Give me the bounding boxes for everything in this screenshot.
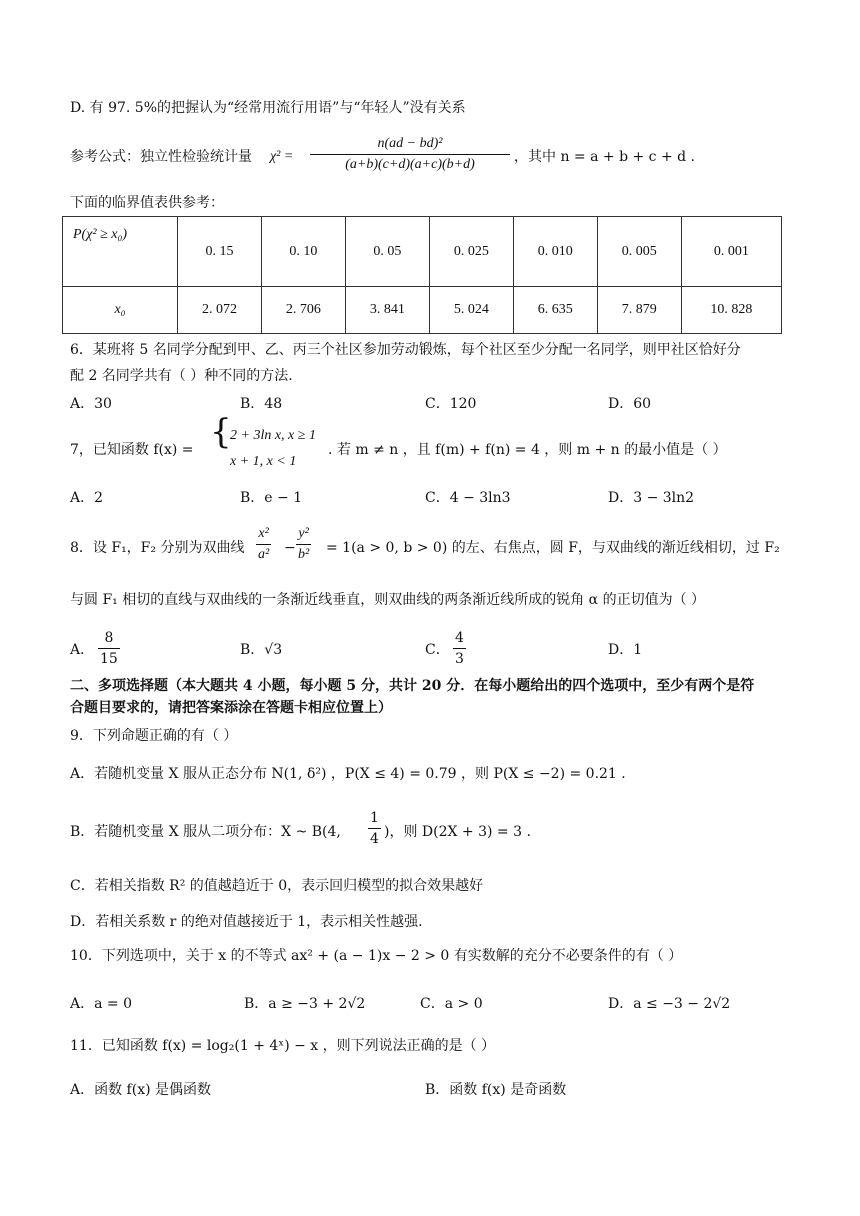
table-header-probability: P(χ² ≥ x₀) (63, 217, 178, 287)
question-7-suffix: . 若 m ≠ n ，且 f(m) + f(n) = 4 ，则 m + n 的最小值是（ ） (328, 442, 727, 458)
option-c-numerator: 4 (453, 628, 466, 649)
table-cell: 6. 635 (513, 287, 597, 334)
formula-prefix: 参考公式：独立性检验统计量 (70, 149, 252, 165)
question-10-stem: 10．下列选项中，关于 x 的不等式 ax² + (a − 1)x − 2 > 0 有实数解的充分不必要条件的有（ ） (70, 948, 683, 964)
table-cell: 2. 072 (178, 287, 262, 334)
question-7-option-a: A．2 (70, 490, 104, 506)
formula-fraction (310, 134, 510, 175)
hyperbola-x-term (256, 524, 271, 565)
table-intro: 下面的临界值表供参考： (70, 195, 224, 211)
table-cell: 0. 001 (681, 217, 781, 287)
question-9-option-c: C．若相关指数 R² 的值越趋近于 0，表示回归模型的拟合效果越好 (70, 878, 484, 894)
question-6-option-b: B．48 (240, 396, 283, 412)
question-7-option-d: D．3 − 3ln2 (608, 490, 695, 506)
option-c-label: C． (425, 642, 450, 658)
question-11-option-b: B．函数 f(x) 是奇函数 (425, 1082, 567, 1098)
formula-chi: χ² = (270, 149, 294, 164)
question-7-option-b: B．e − 1 (240, 490, 303, 506)
formula-denominator: (a+b)(c+d)(a+c)(b+d) (345, 157, 475, 172)
table-row-critical-values (63, 287, 782, 334)
option-b-fraction (368, 808, 381, 849)
question-6-option-a: A．30 (70, 396, 112, 412)
question-10-option-b: B．a ≥ −3 + 2√2 (244, 996, 366, 1012)
option-c-denominator: 3 (455, 651, 464, 667)
option-b-denominator: 4 (370, 831, 379, 847)
b-squared: b² (298, 547, 310, 562)
table-cell: 5. 024 (429, 287, 513, 334)
option-b-numerator: 1 (368, 808, 381, 829)
table-cell: 0. 10 (261, 217, 345, 287)
piecewise-brace: { (210, 412, 232, 452)
question-11-stem: 11．已知函数 f(x) = log₂(1 + 4ˣ) − x ，则下列说法正确的是（ ） (70, 1038, 496, 1054)
question-10-option-c: C．a > 0 (420, 996, 483, 1012)
section-2-heading-line-2: 合题目要求的，请把答案添涂在答题卡相应位置上） (70, 700, 392, 716)
table-cell: 0. 025 (429, 217, 513, 287)
option-b-prefix: B．若随机变量 X 服从二项分布：X ~ B(4, (70, 824, 341, 840)
section-2-heading-line-1: 二、多项选择题（本大题共 4 小题，每小题 5 分，共计 20 分．在每小题给出的四个选项中，至少有两个是符 (70, 678, 755, 694)
piecewise-case-2: x + 1, x < 1 (230, 454, 297, 469)
a-squared: a² (258, 547, 270, 562)
question-5-option-d: D. 有 97. 5%的把握认为“经常用流行用语”与“年轻人”没有关系 (70, 100, 466, 116)
y-squared: y² (296, 524, 311, 545)
question-11-option-a: A．函数 f(x) 是偶函数 (70, 1082, 212, 1098)
table-cell: 0. 005 (597, 217, 681, 287)
x-squared: x² (256, 524, 271, 545)
question-10-option-a: A．a = 0 (70, 996, 132, 1012)
question-8-line-1b: = 1(a > 0, b > 0) 的左、右焦点，圆 F，与双曲线的渐近线相切，过 F₂ (326, 540, 780, 556)
question-8-line-1 (70, 524, 800, 572)
question-9-option-d: D．若相关系数 r 的绝对值越接近于 1，表示相关性越强. (70, 914, 423, 930)
table-header-x0: x₀ (63, 287, 178, 334)
question-8-line-2: 与圆 F₁ 相切的直线与双曲线的一条渐近线垂直，则双曲线的两条渐近线所成的锐角 α 的正切值为（ ） (70, 592, 706, 608)
question-7-option-c: C．4 − 3ln3 (425, 490, 511, 506)
hyperbola-y-term (296, 524, 311, 565)
question-6-option-c: C．120 (425, 396, 477, 412)
reference-formula (70, 134, 800, 180)
option-a-denominator: 15 (100, 651, 118, 667)
table-cell: 7. 879 (597, 287, 681, 334)
question-6-line-2: 配 2 名同学共有（ ）种不同的方法. (70, 368, 293, 384)
table-cell: 2. 706 (261, 287, 345, 334)
question-7-stem (70, 412, 800, 476)
question-6-option-d: D．60 (608, 396, 652, 412)
table-cell: 0. 05 (345, 217, 429, 287)
formula-numerator: n(ad − bd)² (310, 134, 510, 155)
question-9-stem: 9．下列命题正确的有（ ） (70, 728, 238, 744)
table-cell: 3. 841 (345, 287, 429, 334)
question-8-option-d: D．1 (608, 642, 643, 658)
question-10-option-d: D．a ≤ −3 − 2√2 (608, 996, 731, 1012)
question-8-option-b: B．√3 (240, 642, 283, 658)
option-a-numerator: 8 (98, 628, 120, 649)
option-a-label: A． (70, 642, 95, 658)
option-c-fraction (453, 628, 466, 669)
question-6-line-1: 6．某班将 5 名同学分配到甲、乙、丙三个社区参加劳动锻炼，每个社区至少分配一名同学，则甲社区恰好分 (70, 342, 741, 358)
critical-value-table (62, 216, 782, 334)
question-8-line-1a: 8．设 F₁，F₂ 分别为双曲线 (70, 540, 245, 556)
question-7-prefix: 7，已知函数 f(x) = (70, 442, 194, 458)
piecewise-case-1: 2 + 3ln x, x ≥ 1 (230, 428, 316, 443)
formula-suffix: ，其中 n = a + b + c + d . (514, 149, 696, 165)
question-9-option-a: A．若随机变量 X 服从正态分布 N(1, δ²) ，P(X ≤ 4) = 0.79 ，则 P(X ≤ −2) = 0.21 . (70, 766, 626, 782)
table-cell: 10. 828 (681, 287, 781, 334)
option-a-fraction (98, 628, 120, 669)
table-row-probability (63, 217, 782, 287)
table-cell: 0. 010 (513, 217, 597, 287)
minus-sign: − (284, 540, 296, 556)
table-cell: 0. 15 (178, 217, 262, 287)
option-b-suffix: )，则 D(2X + 3) = 3 . (384, 824, 531, 840)
question-9-option-b (70, 808, 800, 854)
